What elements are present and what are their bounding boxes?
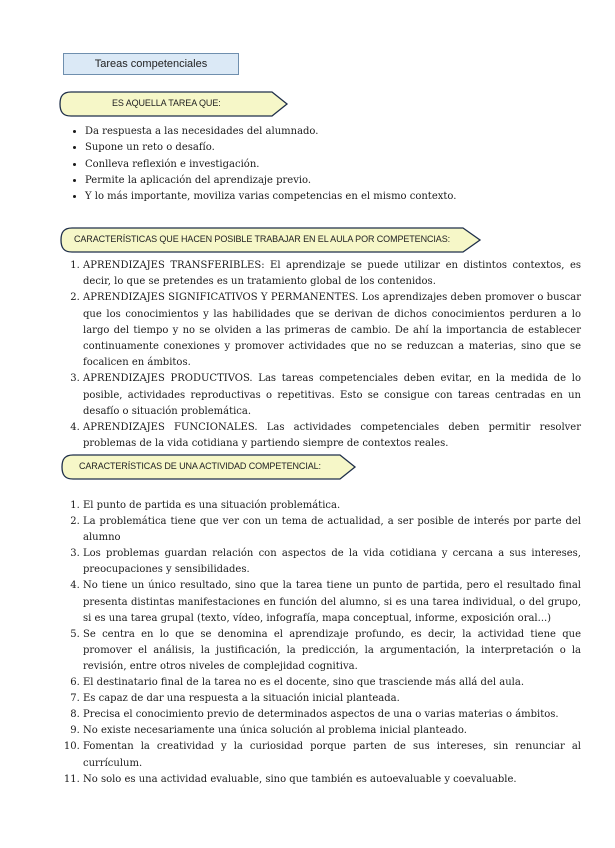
list-item: 8. Precisa el conocimiento previo de determinados aspectos de una o varias materias o ámbitos. <box>83 707 581 723</box>
list-item: • Conlleva reflexión e investigación. <box>85 157 585 173</box>
banner-label-1: ES AQUELLA TAREA QUE: <box>112 98 221 108</box>
list-item: • Supone un reto o desafío. <box>85 140 585 156</box>
list-item: 3. Los problemas guardan relación con aspectos de la vida cotidiana y cercana a sus intereses, preocupaciones y sensibilidades. <box>83 546 581 578</box>
banner-label-3: CARACTERÍSTICAS DE UNA ACTIVIDAD COMPETENCIAL: <box>79 461 321 471</box>
list-item: 1. APRENDIZAJES TRANSFERIBLES: El aprendizaje se puede utilizar en distintos contextos, es decir, lo que se pretendes es un tratamiento global de los contenidos. <box>83 258 581 290</box>
list-item: 5. Se centra en lo que se denomina el aprendizaje profundo, es decir, la actividad tiene que promover el análisis, la justificación, la predicción, la argumentación, la interpretación o la revisión, entre otros niveles de complejidad cognitiva. <box>83 627 581 675</box>
actividad-list <box>67 498 581 788</box>
list-item: 6. El destinatario final de la tarea no es el docente, sino que trasciende más allá del aula. <box>83 675 581 691</box>
list-item: 9. No existe necesariamente una única solución al problema inicial planteado. <box>83 723 581 739</box>
list-item: • Y lo más importante, moviliza varias competencias en el mismo contexto. <box>85 189 585 205</box>
list-item: 4. No tiene un único resultado, sino que la tarea tiene un punto de partida, pero el resultado final presenta distintas manifestaciones en función del alumno, si es una tarea individual, o del grupo, si es una tarea grupal (texto, vídeo, infografía, mapa conceptual, informe, exposición oral...) <box>83 578 581 626</box>
list-item: 2. La problemática tiene que ver con un tema de actualidad, a ser posible de interés por parte del alumno <box>83 514 581 546</box>
banner-label-2: CARACTERÍSTICAS QUE HACEN POSIBLE TRABAJAR EN EL AULA POR COMPETENCIAS: <box>74 234 450 244</box>
bullet-list <box>70 124 585 205</box>
list-item: • Da respuesta a las necesidades del alumnado. <box>85 124 585 140</box>
list-item: • Permite la aplicación del aprendizaje previo. <box>85 173 585 189</box>
list-item: 1. El punto de partida es una situación problemática. <box>83 498 581 514</box>
list-item: 10. Fomentan la creatividad y la curiosidad porque parten de sus intereses, sin renunciar al currículum. <box>83 739 581 771</box>
list-item: 11. No solo es una actividad evaluable, sino que también es autoevaluable y coevaluable. <box>83 772 581 788</box>
list-item: 7. Es capaz de dar una respuesta a la situación inicial planteada. <box>83 691 581 707</box>
list-item: 2. APRENDIZAJES SIGNIFICATIVOS Y PERMANENTES. Los aprendizajes deben promover o buscar que los conocimientos y las habilidades que se derivan de dichos conocimientos perduren a lo largo del tiempo y no se olviden a las primeras de cambio. De ahí la importancia de establecer continuamente conexiones y promover actividades que no se reduzcan a materias, sino que se focalicen en ámbitos. <box>83 290 581 371</box>
list-item: 4. APRENDIZAJES FUNCIONALES. Las actividades competenciales deben permitir resolver problemas de la vida cotidiana y partiendo siempre de contextos reales. <box>83 420 581 452</box>
list-item: 3. APRENDIZAJES PRODUCTIVOS. Las tareas competenciales deben evitar, en la medida de lo posible, actividades reproductivas o repetitivas. Esto se consigue con tareas centradas en un desafío o situación problemática. <box>83 371 581 420</box>
page-title: Tareas competenciales <box>63 53 239 75</box>
aprendizajes-list <box>67 258 581 452</box>
